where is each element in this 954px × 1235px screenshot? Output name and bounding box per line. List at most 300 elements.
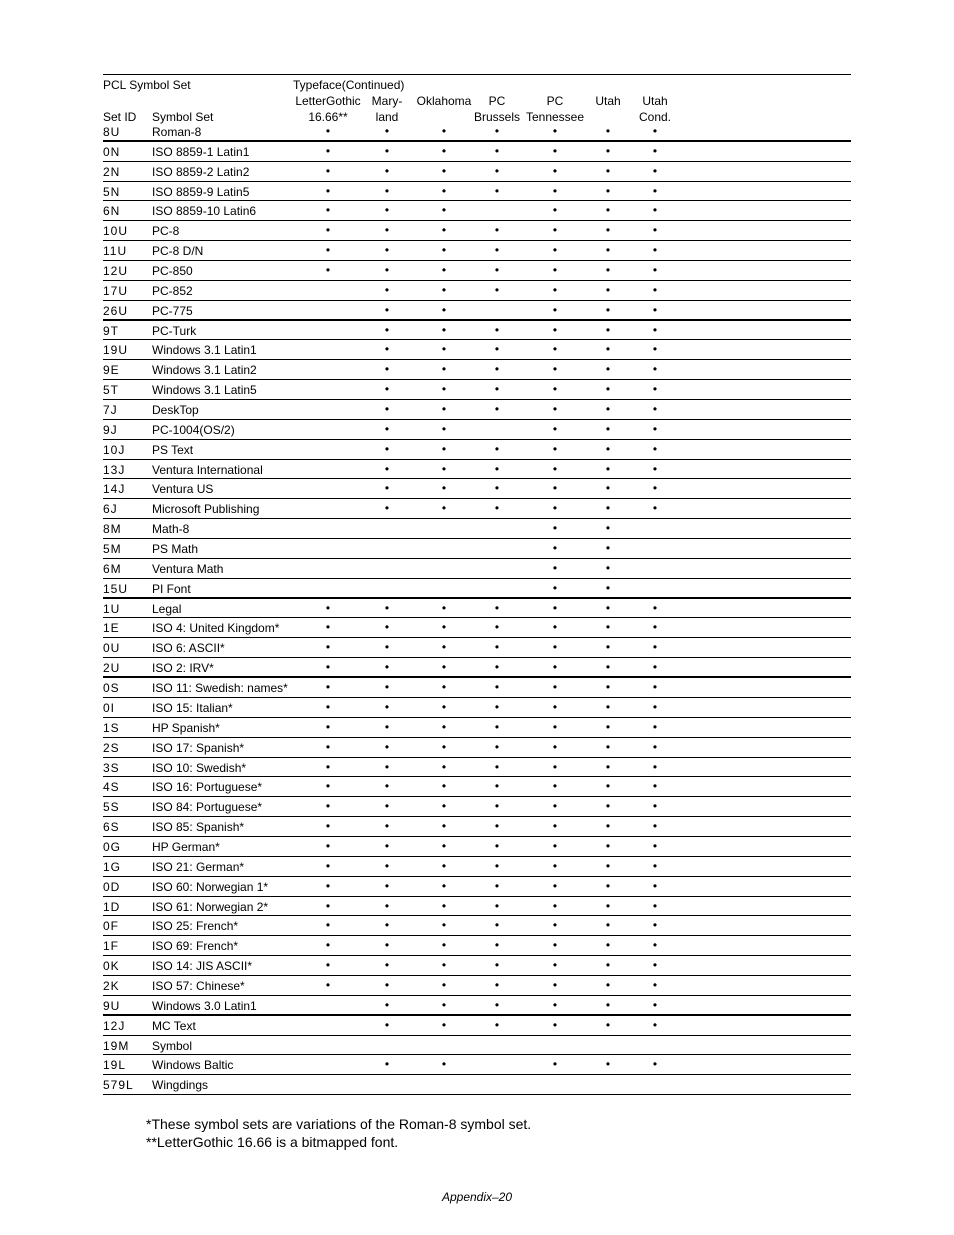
symbol-set-cell: PC-775 <box>152 303 193 318</box>
support-bullet: • <box>325 739 331 754</box>
support-bullet: • <box>605 402 611 417</box>
support-bullet: • <box>441 183 447 198</box>
support-bullet: • <box>652 680 658 695</box>
support-bullet: • <box>441 858 447 873</box>
symbol-set-cell: ISO 11: Swedish: names* <box>152 681 288 696</box>
support-bullet: • <box>325 600 331 615</box>
symbol-set-cell: ISO 8859-10 Latin6 <box>152 204 257 219</box>
support-bullet: • <box>652 600 658 615</box>
set-id-cell: 13J <box>103 462 126 477</box>
support-bullet: • <box>384 739 390 754</box>
support-bullet: • <box>652 997 658 1012</box>
support-bullet: • <box>605 223 611 238</box>
support-bullet: • <box>384 977 390 992</box>
table-row <box>103 1075 851 1095</box>
support-bullet: • <box>441 739 447 754</box>
support-bullet: • <box>325 223 331 238</box>
table-row <box>103 1055 851 1075</box>
support-bullet: • <box>494 501 500 516</box>
support-bullet: • <box>384 938 390 953</box>
support-bullet: • <box>652 838 658 853</box>
symbol-set-cell: DeskTop <box>152 403 199 418</box>
support-bullet: • <box>652 402 658 417</box>
col-lettergothic-line2: 16.66** <box>308 110 348 124</box>
support-bullet: • <box>384 719 390 734</box>
support-bullet: • <box>494 640 500 655</box>
support-bullet: • <box>605 799 611 814</box>
set-id-cell: 0U <box>103 641 121 656</box>
symbol-set-cell: Wingdings <box>152 1078 209 1093</box>
support-bullet: • <box>494 680 500 695</box>
col-pc-brussels-line2: Brussels <box>473 110 521 124</box>
support-bullet: • <box>384 223 390 238</box>
col-pc-tennessee-line1: PC <box>546 94 564 108</box>
set-id-cell: 1S <box>103 720 120 735</box>
support-bullet: • <box>325 958 331 973</box>
support-bullet: • <box>552 1057 558 1072</box>
set-id-cell: 11U <box>103 244 128 259</box>
support-bullet: • <box>384 699 390 714</box>
support-bullet: • <box>384 819 390 834</box>
symbol-set-cell: ISO 61: Norwegian 2* <box>152 899 269 914</box>
support-bullet: • <box>441 302 447 317</box>
support-bullet: • <box>605 560 611 575</box>
set-id-heading: Set ID <box>103 110 137 124</box>
set-id-cell: 0I <box>103 700 116 715</box>
table-row <box>103 440 851 460</box>
set-id-cell: 5M <box>103 542 122 557</box>
set-id-cell: 19L <box>103 1058 127 1073</box>
support-bullet: • <box>494 660 500 675</box>
support-bullet: • <box>605 501 611 516</box>
col-maryland-line2: land <box>375 110 399 124</box>
symbol-set-cell: Roman-8 <box>152 125 202 139</box>
set-id-cell: 5S <box>103 800 120 815</box>
support-bullet: • <box>552 600 558 615</box>
support-bullet: • <box>605 203 611 218</box>
support-bullet: • <box>494 163 500 178</box>
symbol-set-cell: PS Text <box>152 442 194 457</box>
support-bullet: • <box>494 263 500 278</box>
table-row <box>103 142 851 162</box>
support-bullet: • <box>441 779 447 794</box>
set-id-cell: 0G <box>103 839 122 854</box>
support-bullet: • <box>605 1057 611 1072</box>
table-row <box>103 618 851 638</box>
support-bullet: • <box>441 898 447 913</box>
support-bullet: • <box>605 461 611 476</box>
set-id-cell: 0N <box>103 144 121 159</box>
support-bullet: • <box>325 918 331 933</box>
table-row <box>103 162 851 182</box>
symbol-set-cell: PC-Turk <box>152 323 197 338</box>
support-bullet: • <box>441 938 447 953</box>
symbol-set-cell: PC-850 <box>152 264 193 279</box>
set-id-cell: 6J <box>103 502 118 517</box>
support-bullet: • <box>552 997 558 1012</box>
support-bullet: • <box>552 680 558 695</box>
support-bullet: • <box>652 382 658 397</box>
table-row <box>103 936 851 956</box>
support-bullet: • <box>494 342 500 357</box>
support-bullet: • <box>325 640 331 655</box>
support-bullet: • <box>605 719 611 734</box>
support-bullet: • <box>325 759 331 774</box>
set-id-cell: 12J <box>103 1018 126 1033</box>
support-bullet: • <box>605 918 611 933</box>
set-id-cell: 9J <box>103 422 118 437</box>
set-id-cell: 2N <box>103 164 121 179</box>
support-bullet: • <box>494 958 500 973</box>
symbol-set-cell: HP German* <box>152 839 220 854</box>
support-bullet: • <box>552 124 558 138</box>
symbol-set-cell: PI Font <box>152 581 191 596</box>
support-bullet: • <box>441 342 447 357</box>
col-utah-cond-line2: Cond. <box>638 110 672 124</box>
table-row <box>103 837 851 857</box>
set-id-cell: 17U <box>103 283 129 298</box>
table-row <box>103 797 851 817</box>
support-bullet: • <box>605 680 611 695</box>
symbol-set-cell: ISO 16: Portuguese* <box>152 780 263 795</box>
table-row <box>103 539 851 559</box>
support-bullet: • <box>605 302 611 317</box>
support-bullet: • <box>384 600 390 615</box>
support-bullet: • <box>384 759 390 774</box>
support-bullet: • <box>652 1057 658 1072</box>
symbol-set-cell: ISO 14: JIS ASCII* <box>152 959 253 974</box>
table-row <box>103 559 851 579</box>
support-bullet: • <box>652 779 658 794</box>
table-row <box>103 738 851 758</box>
support-bullet: • <box>552 977 558 992</box>
support-bullet: • <box>652 918 658 933</box>
support-bullet: • <box>552 223 558 238</box>
col-lettergothic-line1: LetterGothic <box>295 94 361 108</box>
symbol-set-cell: ISO 4: United Kingdom* <box>152 621 280 636</box>
support-bullet: • <box>384 362 390 377</box>
set-id-cell: 4S <box>103 780 120 795</box>
support-bullet: • <box>652 1017 658 1032</box>
support-bullet: • <box>325 143 331 158</box>
support-bullet: • <box>605 779 611 794</box>
table-row <box>103 340 851 360</box>
support-bullet: • <box>325 858 331 873</box>
support-bullet: • <box>652 858 658 873</box>
support-bullet: • <box>552 263 558 278</box>
support-bullet: • <box>494 898 500 913</box>
support-bullet: • <box>441 600 447 615</box>
page-footer: Appendix–20 <box>441 1190 513 1204</box>
col-utah-cond-line1: Utah <box>642 94 668 108</box>
support-bullet: • <box>325 819 331 834</box>
support-bullet: • <box>494 362 500 377</box>
support-bullet: • <box>384 143 390 158</box>
symbol-set-cell: ISO 17: Spanish* <box>152 740 245 755</box>
support-bullet: • <box>552 243 558 258</box>
support-bullet: • <box>494 997 500 1012</box>
support-bullet: • <box>494 322 500 337</box>
support-bullet: • <box>441 819 447 834</box>
support-bullet: • <box>552 322 558 337</box>
support-bullet: • <box>494 441 500 456</box>
support-bullet: • <box>441 124 447 138</box>
set-id-cell: 8M <box>103 522 122 537</box>
support-bullet: • <box>441 223 447 238</box>
table-row <box>103 897 851 917</box>
support-bullet: • <box>384 183 390 198</box>
support-bullet: • <box>384 1017 390 1032</box>
support-bullet: • <box>441 203 447 218</box>
support-bullet: • <box>494 1017 500 1032</box>
support-bullet: • <box>325 263 331 278</box>
set-id-cell: 5N <box>103 184 121 199</box>
support-bullet: • <box>652 620 658 635</box>
support-bullet: • <box>552 501 558 516</box>
symbol-set-cell: PC-852 <box>152 283 193 298</box>
support-bullet: • <box>605 481 611 496</box>
symbol-set-table <box>103 122 851 1095</box>
symbol-set-cell: MC Text <box>152 1018 196 1033</box>
table-row <box>103 519 851 539</box>
symbol-set-cell: Ventura International <box>152 462 263 477</box>
table-row <box>103 777 851 797</box>
support-bullet: • <box>441 163 447 178</box>
support-bullet: • <box>605 362 611 377</box>
support-bullet: • <box>552 362 558 377</box>
support-bullet: • <box>552 779 558 794</box>
support-bullet: • <box>552 620 558 635</box>
support-bullet: • <box>384 898 390 913</box>
support-bullet: • <box>605 858 611 873</box>
support-bullet: • <box>605 441 611 456</box>
support-bullet: • <box>441 1017 447 1032</box>
support-bullet: • <box>325 938 331 953</box>
symbol-set-cell: ISO 85: Spanish* <box>152 820 245 835</box>
set-id-cell: 19U <box>103 343 129 358</box>
table-row <box>103 182 851 202</box>
support-bullet: • <box>652 977 658 992</box>
table-row <box>103 698 851 718</box>
support-bullet: • <box>652 282 658 297</box>
support-bullet: • <box>605 183 611 198</box>
support-bullet: • <box>441 997 447 1012</box>
symbol-set-cell: ISO 21: German* <box>152 859 245 874</box>
support-bullet: • <box>605 620 611 635</box>
support-bullet: • <box>605 838 611 853</box>
table-row <box>103 321 851 341</box>
support-bullet: • <box>605 977 611 992</box>
support-bullet: • <box>384 382 390 397</box>
set-id-cell: 10J <box>103 442 126 457</box>
symbol-set-cell: Symbol <box>152 1038 193 1053</box>
support-bullet: • <box>552 838 558 853</box>
table-row <box>103 758 851 778</box>
symbol-set-cell: Windows 3.1 Latin1 <box>152 343 257 358</box>
support-bullet: • <box>552 958 558 973</box>
support-bullet: • <box>605 739 611 754</box>
table-row <box>103 857 851 877</box>
table-row <box>103 996 851 1016</box>
support-bullet: • <box>494 382 500 397</box>
table-row <box>103 420 851 440</box>
support-bullet: • <box>652 163 658 178</box>
support-bullet: • <box>325 243 331 258</box>
symbol-set-cell: Windows 3.0 Latin1 <box>152 998 257 1013</box>
support-bullet: • <box>325 977 331 992</box>
support-bullet: • <box>441 263 447 278</box>
support-bullet: • <box>441 918 447 933</box>
support-bullet: • <box>384 858 390 873</box>
support-bullet: • <box>494 799 500 814</box>
support-bullet: • <box>384 243 390 258</box>
support-bullet: • <box>494 838 500 853</box>
symbol-set-cell: HP Spanish* <box>152 720 220 735</box>
support-bullet: • <box>605 342 611 357</box>
support-bullet: • <box>384 799 390 814</box>
support-bullet: • <box>605 699 611 714</box>
support-bullet: • <box>605 124 611 138</box>
support-bullet: • <box>552 203 558 218</box>
support-bullet: • <box>384 660 390 675</box>
support-bullet: • <box>494 759 500 774</box>
support-bullet: • <box>552 898 558 913</box>
support-bullet: • <box>494 819 500 834</box>
support-bullet: • <box>552 580 558 595</box>
support-bullet: • <box>384 779 390 794</box>
set-id-cell: 1E <box>103 621 120 636</box>
support-bullet: • <box>652 640 658 655</box>
table-row <box>103 241 851 261</box>
symbol-set-cell: ISO 10: Swedish* <box>152 760 247 775</box>
support-bullet: • <box>552 938 558 953</box>
support-bullet: • <box>441 799 447 814</box>
col-maryland-line1: Mary- <box>371 94 403 108</box>
support-bullet: • <box>494 461 500 476</box>
support-bullet: • <box>441 243 447 258</box>
support-bullet: • <box>652 421 658 436</box>
support-bullet: • <box>441 382 447 397</box>
symbol-set-heading: Symbol Set <box>152 110 214 124</box>
support-bullet: • <box>441 620 447 635</box>
table-row <box>103 221 851 241</box>
support-bullet: • <box>552 521 558 536</box>
support-bullet: • <box>384 421 390 436</box>
support-bullet: • <box>605 660 611 675</box>
support-bullet: • <box>441 977 447 992</box>
support-bullet: • <box>325 203 331 218</box>
support-bullet: • <box>652 898 658 913</box>
set-id-cell: 10U <box>103 224 129 239</box>
support-bullet: • <box>325 699 331 714</box>
symbol-set-cell: Microsoft Publishing <box>152 502 260 517</box>
col-utah-line1: Utah <box>595 94 621 108</box>
set-id-cell: 9E <box>103 363 120 378</box>
support-bullet: • <box>552 302 558 317</box>
table-row <box>103 281 851 301</box>
support-bullet: • <box>494 779 500 794</box>
support-bullet: • <box>552 878 558 893</box>
table-row <box>103 460 851 480</box>
support-bullet: • <box>494 282 500 297</box>
support-bullet: • <box>652 362 658 377</box>
support-bullet: • <box>605 958 611 973</box>
set-id-cell: 1U <box>103 601 121 616</box>
table-row <box>103 678 851 698</box>
support-bullet: • <box>441 481 447 496</box>
set-id-cell: 2U <box>103 661 121 676</box>
support-bullet: • <box>441 958 447 973</box>
support-bullet: • <box>441 680 447 695</box>
support-bullet: • <box>384 680 390 695</box>
support-bullet: • <box>605 143 611 158</box>
support-bullet: • <box>552 699 558 714</box>
support-bullet: • <box>441 640 447 655</box>
support-bullet: • <box>605 541 611 556</box>
support-bullet: • <box>605 1017 611 1032</box>
symbol-set-cell: ISO 8859-1 Latin1 <box>152 144 250 159</box>
table-row <box>103 122 851 142</box>
set-id-cell: 26U <box>103 303 129 318</box>
table-row <box>103 360 851 380</box>
support-bullet: • <box>494 719 500 734</box>
table-row <box>103 658 851 678</box>
support-bullet: • <box>325 163 331 178</box>
support-bullet: • <box>494 124 500 138</box>
symbol-set-cell: Legal <box>152 601 182 616</box>
support-bullet: • <box>441 461 447 476</box>
support-bullet: • <box>441 699 447 714</box>
support-bullet: • <box>325 719 331 734</box>
support-bullet: • <box>605 521 611 536</box>
support-bullet: • <box>605 938 611 953</box>
footnote-roman8: *These symbol sets are variations of the Roman-8 symbol set. <box>146 1116 532 1132</box>
table-row <box>103 1016 851 1036</box>
support-bullet: • <box>652 481 658 496</box>
set-id-cell: 7J <box>103 403 118 418</box>
symbol-set-cell: ISO 25: French* <box>152 919 239 934</box>
support-bullet: • <box>605 600 611 615</box>
support-bullet: • <box>552 282 558 297</box>
table-row <box>103 301 851 321</box>
support-bullet: • <box>652 719 658 734</box>
support-bullet: • <box>605 759 611 774</box>
symbol-set-cell: Math-8 <box>152 522 190 537</box>
support-bullet: • <box>441 1057 447 1072</box>
support-bullet: • <box>494 878 500 893</box>
support-bullet: • <box>441 441 447 456</box>
support-bullet: • <box>441 719 447 734</box>
set-id-cell: 3S <box>103 760 120 775</box>
support-bullet: • <box>552 1017 558 1032</box>
top-rule <box>103 74 851 75</box>
table-row <box>103 956 851 976</box>
symbol-set-cell: Ventura US <box>152 482 214 497</box>
support-bullet: • <box>652 441 658 456</box>
table-row <box>103 499 851 519</box>
table-row <box>103 1036 851 1056</box>
table-row <box>103 201 851 221</box>
support-bullet: • <box>384 918 390 933</box>
support-bullet: • <box>384 501 390 516</box>
support-bullet: • <box>552 560 558 575</box>
support-bullet: • <box>652 660 658 675</box>
support-bullet: • <box>552 819 558 834</box>
set-id-cell: 0D <box>103 879 121 894</box>
support-bullet: • <box>441 402 447 417</box>
support-bullet: • <box>384 282 390 297</box>
support-bullet: • <box>552 739 558 754</box>
